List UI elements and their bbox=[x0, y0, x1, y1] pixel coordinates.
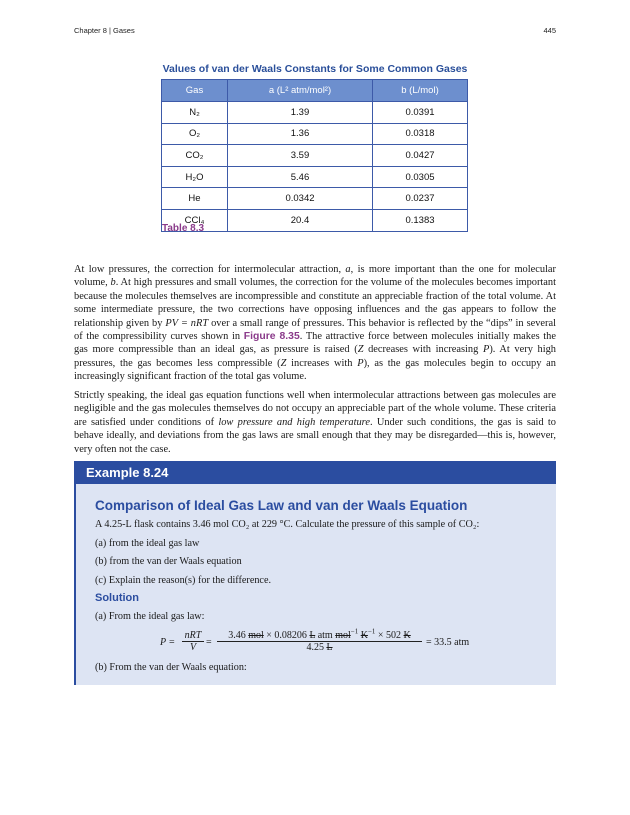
var-p: P bbox=[482, 344, 490, 356]
table-row bbox=[162, 188, 468, 210]
col-header-a: a (L² atm/mol²) bbox=[228, 80, 373, 102]
table-row bbox=[162, 166, 468, 188]
eq-term: × 502 bbox=[377, 630, 402, 641]
cell-b: 0.0237 bbox=[373, 188, 468, 210]
cell-b: 0.0427 bbox=[373, 145, 468, 167]
eq-fraction-values bbox=[217, 627, 422, 654]
var-a: a bbox=[345, 264, 351, 275]
page-number: 445 bbox=[543, 26, 556, 35]
eq-cancelled-unit: K bbox=[403, 630, 411, 641]
text-run: , is more important than the one for molecular volume, bbox=[74, 264, 556, 289]
eq-values-numerator bbox=[217, 627, 422, 642]
text-run: ). At very high pressures, the gas becomes less compressible ( bbox=[74, 344, 556, 369]
table-row bbox=[162, 145, 468, 167]
eq-denominator: V bbox=[189, 642, 197, 653]
cell-gas: He bbox=[162, 188, 228, 210]
cell-a: 1.36 bbox=[228, 123, 373, 145]
eq-term: 4.25 bbox=[306, 642, 324, 653]
eq-term: × 0.08206 bbox=[266, 630, 307, 641]
solution-a-intro: (a) From the ideal gas law: bbox=[95, 611, 205, 622]
cell-gas: CCl₄ bbox=[162, 209, 228, 231]
ideal-gas-calculation bbox=[160, 628, 480, 660]
eq-exponent: −1 bbox=[367, 627, 376, 636]
cell-a: 1.39 bbox=[228, 102, 373, 124]
cell-a: 20.4 bbox=[228, 209, 373, 231]
col-header-gas: Gas bbox=[162, 80, 228, 102]
var-z: Z bbox=[280, 357, 287, 369]
text-run: ), as the gas molecules begin to occupy an increasingly significant fraction of the total gas volume. bbox=[74, 357, 556, 383]
example-header: Example 8.24 bbox=[74, 461, 556, 484]
eq-cancelled-unit: mol bbox=[248, 630, 264, 641]
eq-term: 3.46 bbox=[228, 630, 246, 641]
eq-cancelled-unit: L bbox=[309, 630, 316, 641]
table-caption: Table 8.3 bbox=[162, 223, 205, 234]
eq-exponent: −1 bbox=[350, 627, 359, 636]
table-row bbox=[162, 123, 468, 145]
text-run: At low pressures, the correction for intermolecular attraction, bbox=[74, 264, 346, 275]
var-p: P bbox=[357, 357, 364, 369]
cell-gas: CO₂ bbox=[162, 145, 228, 167]
solution-heading: Solution bbox=[95, 592, 139, 604]
paragraph-strictly-speaking bbox=[74, 389, 556, 456]
eq-lhs: P = bbox=[160, 637, 176, 648]
text-run: over a small range of pressures. This behavior is reflected by the “dips” in several of the compressibility curves shown in bbox=[74, 317, 556, 343]
example-part-a: (a) from the ideal gas law bbox=[95, 538, 200, 549]
cell-b: 0.0305 bbox=[373, 166, 468, 188]
cell-b: 0.0391 bbox=[373, 102, 468, 124]
table-row bbox=[162, 102, 468, 124]
table-header-row bbox=[162, 80, 468, 102]
cell-a: 3.59 bbox=[228, 145, 373, 167]
eq-fraction-nrt-v bbox=[182, 630, 204, 653]
cell-b: 0.1383 bbox=[373, 209, 468, 231]
eq-cancelled-unit: L bbox=[326, 642, 333, 653]
cell-b: 0.0318 bbox=[373, 123, 468, 145]
var-b: b bbox=[110, 277, 116, 289]
text-run: . At high pressures and small volumes, the correction for the volume of the molecules becomes important because the molecules themselves are incompressible and constitute an appreciable fraction of the total volume. At some intermediate pressure, the two corrections have opposing influences and the gas appears to follow the relationship given by bbox=[74, 277, 556, 329]
var-z: Z bbox=[357, 344, 364, 356]
cell-a: 0.0342 bbox=[228, 188, 373, 210]
eq-term: atm bbox=[317, 630, 333, 641]
figure-8-35-link[interactable]: Figure 8.35 bbox=[243, 331, 300, 343]
cell-a: 5.46 bbox=[228, 166, 373, 188]
example-title: Comparison of Ideal Gas Law and van der Waals Equation bbox=[95, 498, 468, 513]
example-part-b: (b) from the van der Waals equation bbox=[95, 556, 242, 567]
eq-result: = 33.5 atm bbox=[426, 637, 470, 648]
example-problem: A 4.25-L flask contains 3.46 mol CO₂ at 229 °C. Calculate the pressure of this sample of CO₂: bbox=[95, 519, 480, 530]
table-title: Values of van der Waals Constants for Some Common Gases bbox=[162, 63, 468, 75]
text-run: decreases with increasing bbox=[363, 344, 483, 356]
text-run: increases with bbox=[286, 357, 358, 369]
ideal-gas-equation: PV = nRT bbox=[165, 317, 209, 329]
eq-values-denominator bbox=[217, 642, 422, 654]
cell-gas: O₂ bbox=[162, 123, 228, 145]
cell-gas: N₂ bbox=[162, 102, 228, 124]
col-header-b: b (L/mol) bbox=[373, 80, 468, 102]
paragraph-low-pressure bbox=[74, 263, 556, 384]
running-header-chapter: Chapter 8 | Gases bbox=[74, 26, 135, 35]
eq-numerator: nRT bbox=[182, 630, 204, 642]
eq-cancelled-unit: mol bbox=[335, 630, 351, 641]
solution-b-intro: (b) From the van der Waals equation: bbox=[95, 662, 247, 673]
example-part-c: (c) Explain the reason(s) for the difference. bbox=[95, 575, 272, 586]
emphasis: low pressure and high temperature bbox=[218, 416, 370, 428]
cell-gas: H₂O bbox=[162, 166, 228, 188]
vdw-constants-table bbox=[161, 79, 468, 232]
table-row bbox=[162, 209, 468, 231]
eq-cancelled-unit: K bbox=[360, 630, 368, 641]
text-run: . Under such conditions, the gas is said to behave ideally, and deviations from the gas laws are small enough that they may be disregarded—this is, however, very often not the case. bbox=[74, 416, 557, 455]
text-run: . The attractive force between molecules initially makes the gas more compressible than an ideal gas, as pressure is raised ( bbox=[74, 331, 556, 356]
text-run: Strictly speaking, the ideal gas equation functions well when intermolecular attractions between gas molecules are negligible and the gas molecules themselves do not occupy an appreciable part of the whole volume. These criteria are satisfied under conditions of bbox=[74, 390, 556, 428]
eq-equals: = bbox=[206, 637, 212, 648]
